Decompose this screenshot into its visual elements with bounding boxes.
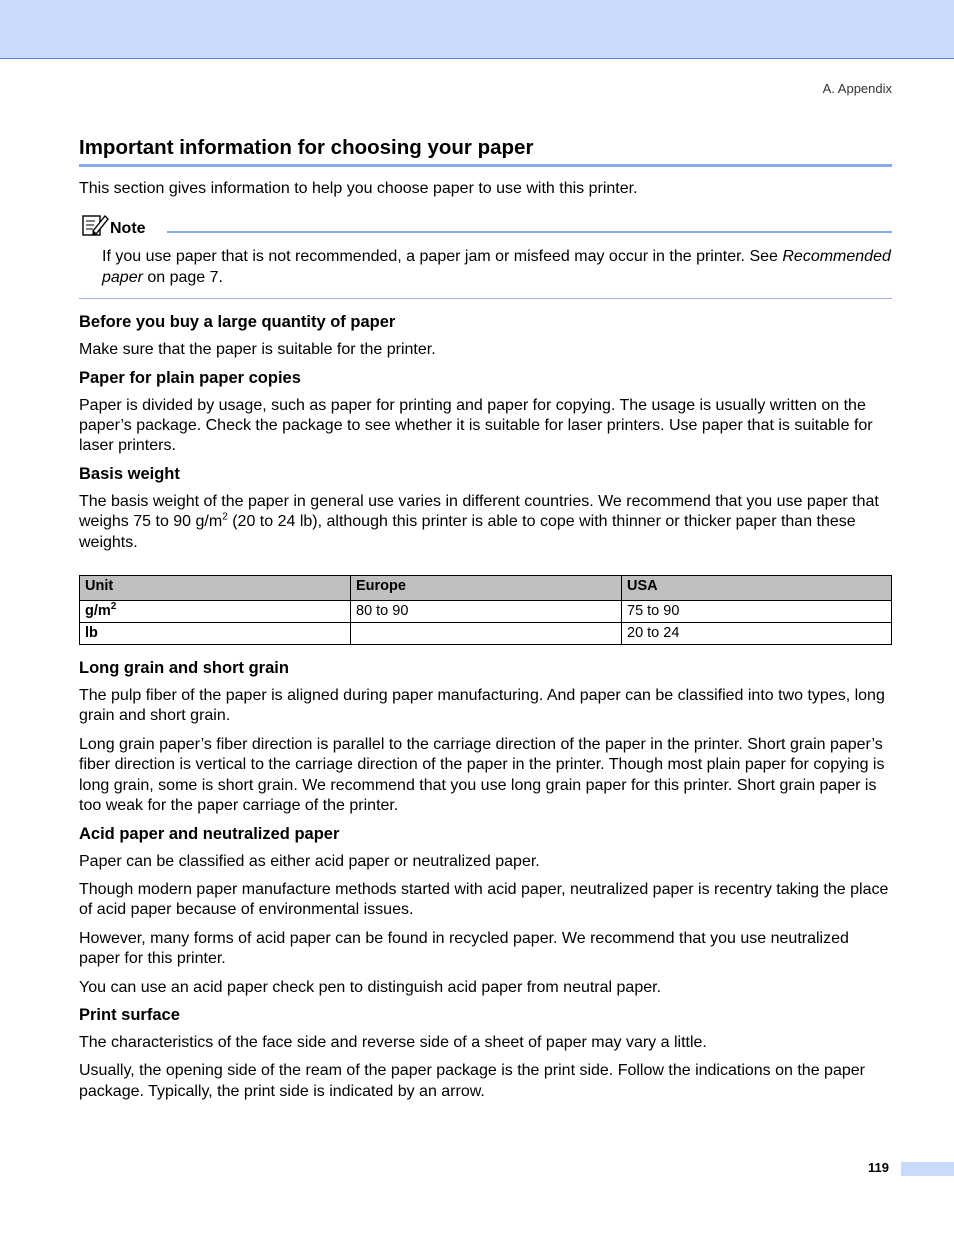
header-band [0,0,954,59]
paragraph: Make sure that the paper is suitable for the printer. [79,341,436,359]
table-cell: 75 to 90 [622,601,892,623]
page-tab-marker [901,1162,954,1176]
paragraph: Long grain paper’s fiber direction is parallel to the carriage direction of the paper in the printer. Short grain paper’s fiber direction is vertical to the carriage direction of the paper in the printer. Though most plain paper for copying is long grain, some is short grain. We recommend that you use long grain paper for this printer. Short grain paper is too weak for the paper carriage of the printer. [79,735,885,815]
section-heading-acid: Acid paper and neutralized paper [79,824,340,843]
note-pencil-icon [81,213,109,242]
table-row [80,623,892,645]
basis-weight-table [79,575,892,645]
paragraph: The basis weight of the paper in general use varies in different countries. We recommend that you use paper that weighs 75 to 90 $g/m^2$ (20 to 24 lb), although this printer is able to cope with thinner or thicker paper than these weights. [79,492,879,551]
section-heading-surface: Print surface [79,1005,180,1024]
paragraph: Though modern paper manufacture methods started with acid paper, neutralized paper is recentry taking the place of acid paper because of environmental issues. [79,880,889,919]
section-heading-grain: Long grain and short grain [79,659,289,678]
table-header-cell: USA [622,576,892,601]
intro-paragraph: This section gives information to help you choose paper to use with this printer. [79,180,638,197]
note-header [79,213,892,239]
table-row [80,601,892,623]
page-content [79,136,892,1110]
paragraph: However, many forms of acid paper can be found in recycled paper. We recommend that you use neutralized paper for this printer. [79,929,849,968]
table-cell [351,623,622,645]
paragraph: The pulp fiber of the paper is aligned during paper manufacturing. And paper can be classified into two types, long grain and short grain. [79,687,885,725]
paragraph: The characteristics of the face side and reverse side of a sheet of paper may vary a little. [79,1033,707,1051]
table-header-cell: Europe [351,576,622,601]
table-cell-unit: $g/m^2$ [80,601,351,623]
note-text: If you use paper that is not recommended, a paper jam or misfeed may occur in the printer. See Recommended paper on page 7. [102,248,891,286]
table-header-cell: Unit [80,576,351,601]
table-header-row [80,576,892,601]
paragraph: You can use an acid paper check pen to distinguish acid paper from neutral paper. [79,978,662,996]
section-heading-buy: Before you buy a large quantity of paper [79,313,396,332]
note-divider [167,231,892,233]
table-cell: 20 to 24 [622,623,892,645]
page-title: Important information for choosing your paper [79,136,892,167]
page-number: 119 [868,1160,889,1175]
table-cell: 80 to 90 [351,601,622,623]
note-label: Note [110,220,146,238]
section-heading-weight: Basis weight [79,464,180,483]
chapter-label: A. Appendix [822,81,892,96]
paragraph: Paper is divided by usage, such as paper for printing and paper for copying. The usage is usually written on the paper’s package. Check the package to see whether it is suitable for laser printers. Use paper that is suitable for laser printers. [79,396,873,455]
note-link-recommended-paper[interactable]: Recommended paper [102,248,891,286]
paragraph: Usually, the opening side of the ream of the paper package is the print side. Follow the indications on the paper package. Typically, the print side is indicated by an arrow. [79,1062,865,1100]
note-box [79,213,892,299]
table-cell-unit: lb [80,623,351,645]
section-heading-copies: Paper for plain paper copies [79,368,301,387]
paragraph: Paper can be classified as either acid paper or neutralized paper. [79,852,540,870]
